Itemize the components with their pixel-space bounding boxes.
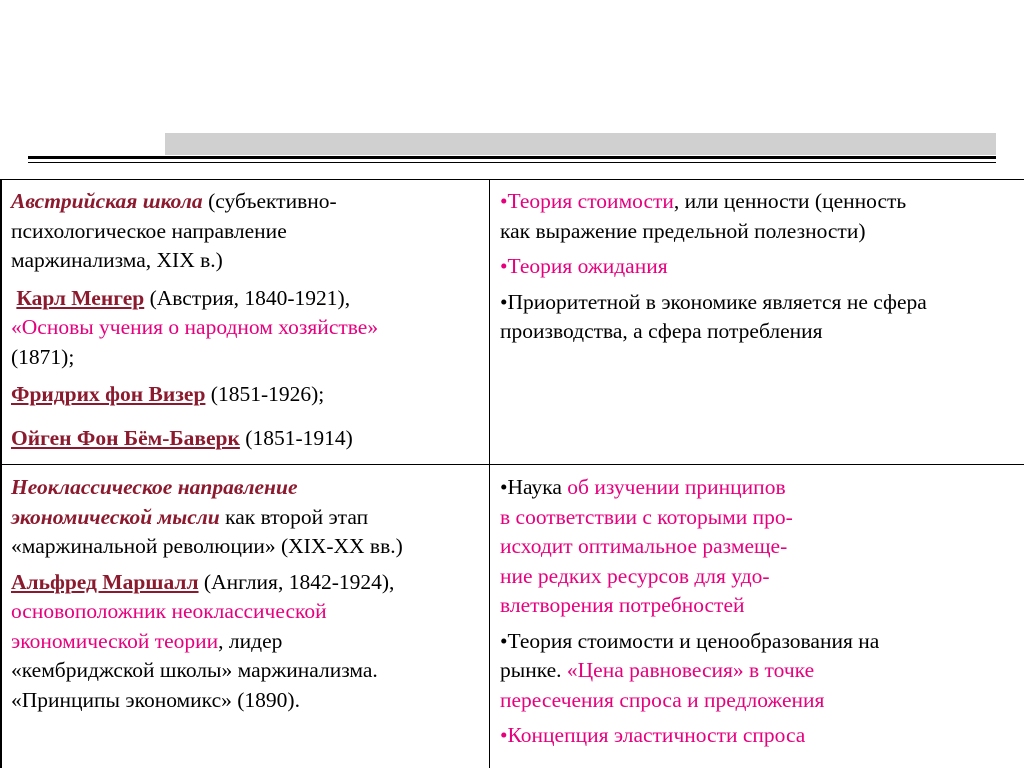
- austrian-school-title: Австрийская школа: [11, 189, 203, 213]
- header-rule-thick: [28, 156, 996, 159]
- austrian-school-description: Австрийская школа (субъективно-: [11, 189, 337, 213]
- austrian-school-cell: Австрийская школа (субъективно- психологическое направление маржинализма, XIX в.) Карл Менгер (Австрия, 1840-1921), «Основы учения о народном хозяйстве» (1871); Фридрих фон Визер (1851-1926); Ойген Фон Бём-Баверк (1851-1914): [11, 187, 481, 453]
- menger-entry: Карл Менгер (Австрия, 1840-1921),: [16, 285, 351, 310]
- bawerk-name: Ойген Фон Бём-Баверк: [11, 425, 240, 450]
- elasticity-bullet: •Концепция эластичности спроса: [500, 723, 806, 747]
- table-row-divider: [0, 464, 1024, 465]
- neoclassical-school-title: Неоклассическое направление: [11, 475, 298, 499]
- menger-name: Карл Менгер: [16, 285, 145, 310]
- table-column-divider: [489, 179, 490, 768]
- wieser-name: Фридрих фон Визер: [11, 382, 206, 406]
- science-definition-bullet: •Наука об изучении принципов: [500, 475, 786, 499]
- marshall-name: Альфред Маршалл: [11, 569, 199, 594]
- austrian-ideas-cell: •Теория стоимости, или ценности (ценность как выражение предельной полезности) •Теория ожидания •Приоритетной в экономике является не сфера производства, а сфера потребления: [500, 187, 1015, 347]
- bawerk-entry: Ойген Фон Бём-Баверк (1851-1914): [11, 425, 353, 450]
- consumption-priority-bullet: •Приоритетной в экономике является не сфера: [500, 289, 927, 314]
- menger-work: «Основы учения о народном хозяйстве»: [11, 315, 379, 339]
- neoclassical-ideas-cell: •Наука об изучении принципов в соответствии с которыми про- исходит оптимальное размеще- ние редких ресурсов для удо- влетворения потребностей •Теория стоимости и ценообразования на рынке. «Цена равновесия» в точке пересечения спроса и предложения •Концепция эластичности спроса: [500, 473, 1015, 751]
- value-theory-bullet: •Теория стоимости, или ценности (ценность: [500, 189, 907, 213]
- neoclassical-school-cell: Неоклассическое направление экономической мысли как второй этап «маржинальной революции» (XIX-XX вв.) Альфред Маршалл (Англия, 1842-1924), основоположник неоклассической экономической теории, лидер «кембриджской школы» маржинализма. «Принципы экономикс» (1890).: [11, 473, 481, 715]
- price-theory-bullet: •Теория стоимости и ценообразования на: [500, 628, 880, 653]
- header-gray-bar: [165, 133, 996, 155]
- wieser-entry: Фридрих фон Визер (1851-1926);: [11, 382, 325, 406]
- header-rule-thin: [28, 162, 996, 163]
- expectation-theory-bullet: •Теория ожидания: [500, 254, 668, 278]
- marshall-entry: Альфред Маршалл (Англия, 1842-1924),: [11, 569, 395, 594]
